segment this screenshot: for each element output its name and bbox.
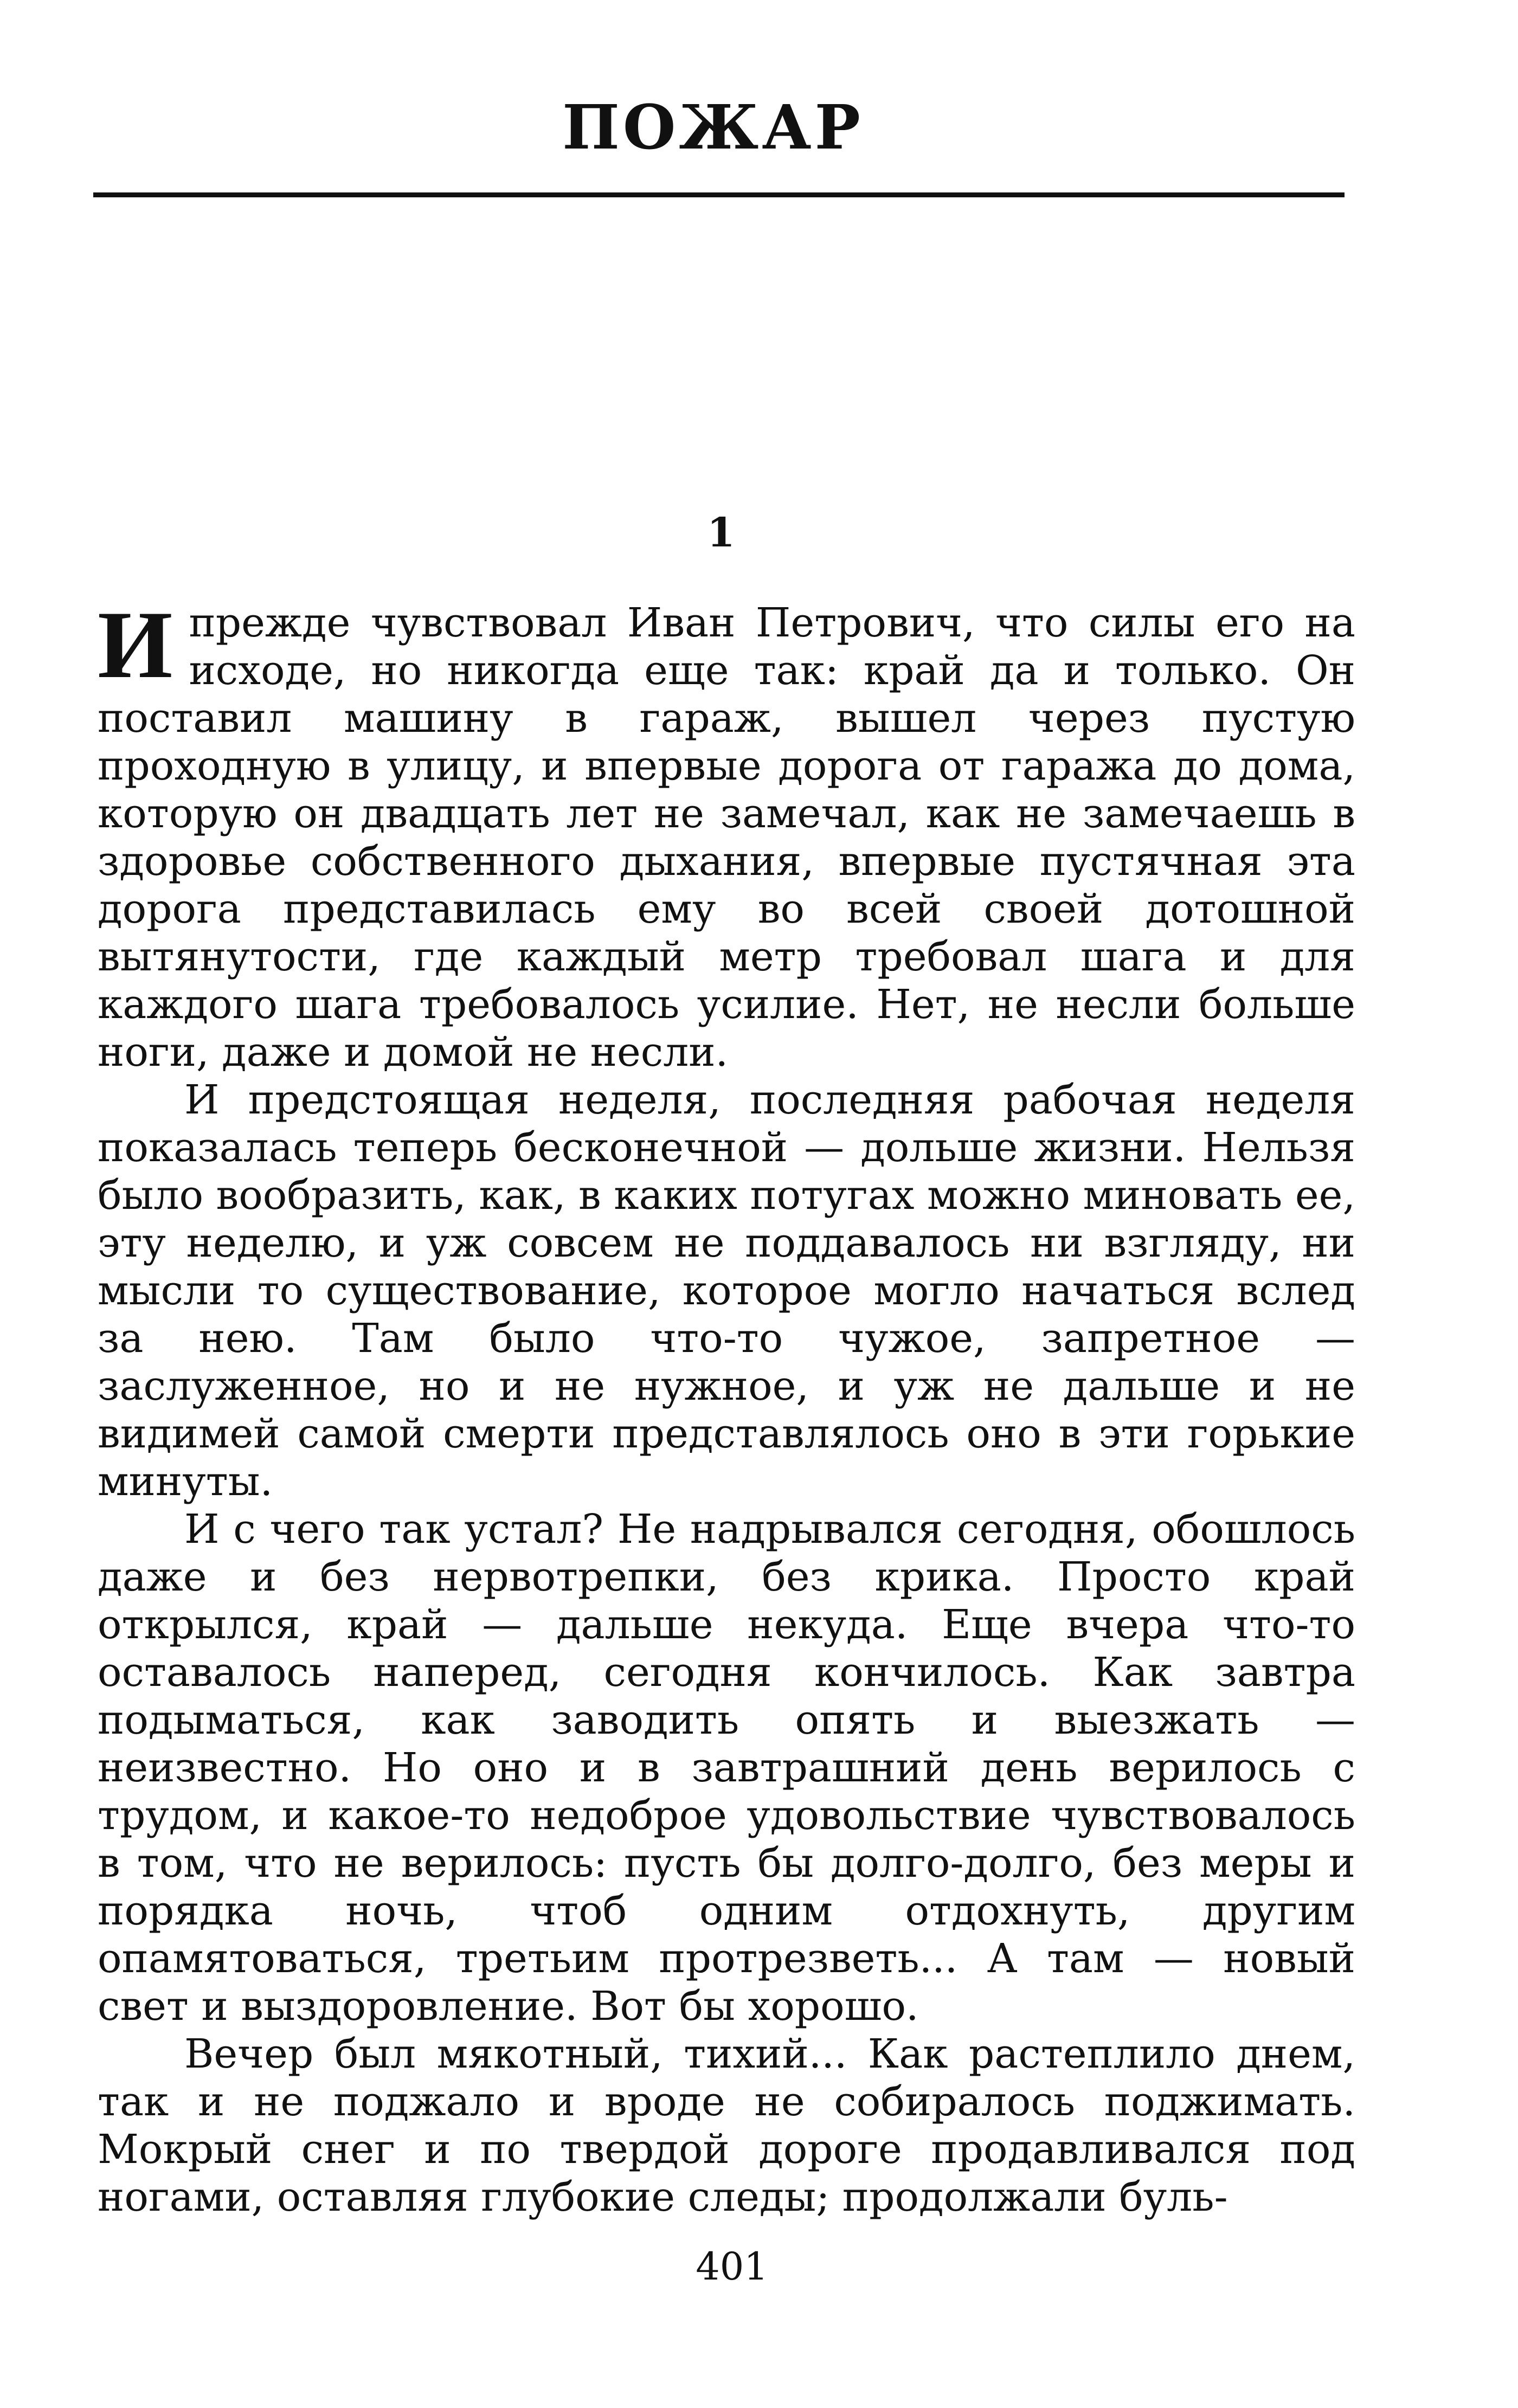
chapter-number: 1 [707,510,735,556]
paragraph-1 [98,591,1355,1076]
paragraph-1-text: прежде чувствовал Иван Петрович, что силы его на исходе, но никогда еще так: край да и только. Он поставил машину в гараж, вышел через пустую проходную в улицу, и впервые дорога от гаража до дома, которую он двадцать лет не замечал, как не замечаешь в здоровье собственного дыхания, впервые пустячная эта дорога представилась ему во всей своей дотошной вытянутости, где каждый метр требовал шага и для каждого шага требовалось усилие. Нет, не несли больше ноги, даже и домой не несли. [98,600,1355,1076]
paragraph-4: Вечер был мякотный, тихий... Как растеплило днем, так и не поджало и вроде не собиралось поджимать. Мокрый снег и по твердой дороге продавливался под ногами, оставляя глубокие следы; продолжали буль- [98,2031,1355,2220]
page-number: 401 [696,2244,768,2289]
paragraph-3: И с чего так устал? Не надрывался сегодня, обошлось даже и без нервотрепки, без крика. Просто край открылся, край — дальше некуда. Еще вчера что-то оставалось наперед, сегодня кончилось. Как завтра подыматься, как заводить опять и выезжать — неизвестно. Но оно и в завтрашний день верилось с трудом, и какое-то недоброе удовольствие чувствовалось в том, что не верилось: пусть бы долго-долго, без меры и порядка ночь, чтоб одним отдохнуть, другим опамятоваться, третьим протрезветь... А там — новый свет и выздоровление. Вот бы хорошо. [98,1506,1355,2030]
body-text [98,591,1355,2221]
paragraph-2: И предстоящая неделя, последняя рабочая неделя показалась теперь бесконечной — дольше жизни. Нельзя было вообразить, как, в каких потугах можно миновать ее, эту неделю, и уж совсем не поддавалось ни взгляду, ни мысли то существование, которое могло начаться вслед за нею. Там было что-то чужое, запретное — заслуженное, но и не нужное, и уж не дальше и не видимей самой смерти представлялось оно в эти горькие минуты. [98,1077,1355,1505]
drop-cap: И [98,591,173,698]
title-rule [93,192,1345,197]
page-title: ПОЖАР [562,92,864,163]
